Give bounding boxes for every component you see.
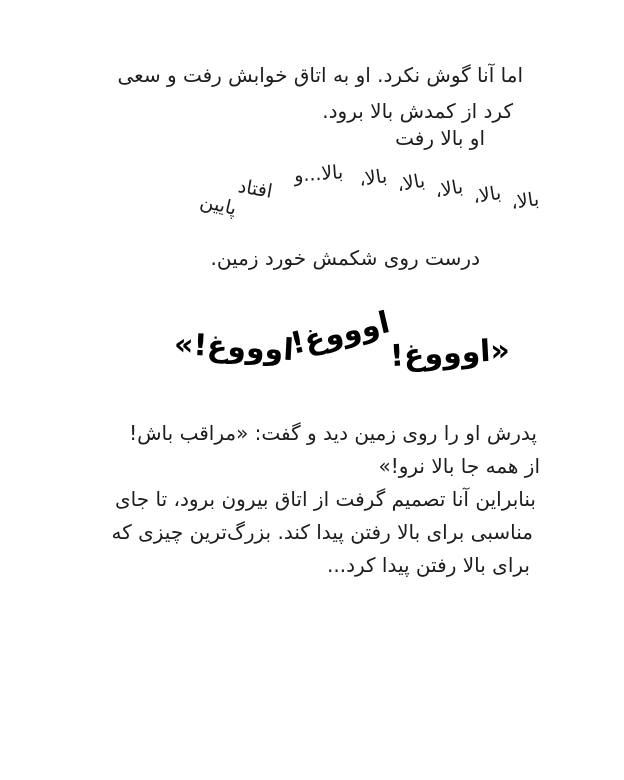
story-line-1: اما آنا گوش نکرد. او به اتاق خوابش رفت و سعی (117, 63, 523, 87)
arc-word-down: پایین (197, 190, 239, 220)
landing-line: درست روی شکمش خورد زمین. (210, 246, 480, 270)
exclamation-word-2: اوووغ! (287, 305, 394, 362)
exclamation-word-3: اوووغ!» (173, 326, 295, 369)
story-line-5: از همه جا بالا نرو!» (378, 454, 540, 478)
story-line-6: بنابراین آنا تصمیم گرفت از اتاق بیرون برود، تا جای (115, 487, 536, 511)
arc-word-fell: افتاد (236, 175, 275, 203)
arc-word-up-and: بالا...و (293, 161, 344, 187)
story-line-4: پدرش او را روی زمین دید و گفت: «مراقب باش! (129, 421, 537, 445)
exclamation-word-1: «اوووغ! (389, 332, 511, 375)
story-line-3: او بالا رفت (395, 126, 485, 150)
story-line-2: کرد از کمدش بالا برود. (322, 99, 513, 123)
arc-word-up-3: بالا، (433, 175, 465, 203)
arc-word-up-4: بالا، (395, 169, 427, 197)
arc-word-up-1: بالا، (509, 188, 541, 214)
arc-word-up-5: بالا، (357, 165, 389, 191)
story-line-7: مناسبی برای بالا رفتن پیدا کند. بزرگ‌ترین چیزی که (111, 520, 533, 544)
arc-word-up-2: بالا، (471, 181, 503, 209)
story-line-8: برای بالا رفتن پیدا کرد... (327, 553, 530, 577)
